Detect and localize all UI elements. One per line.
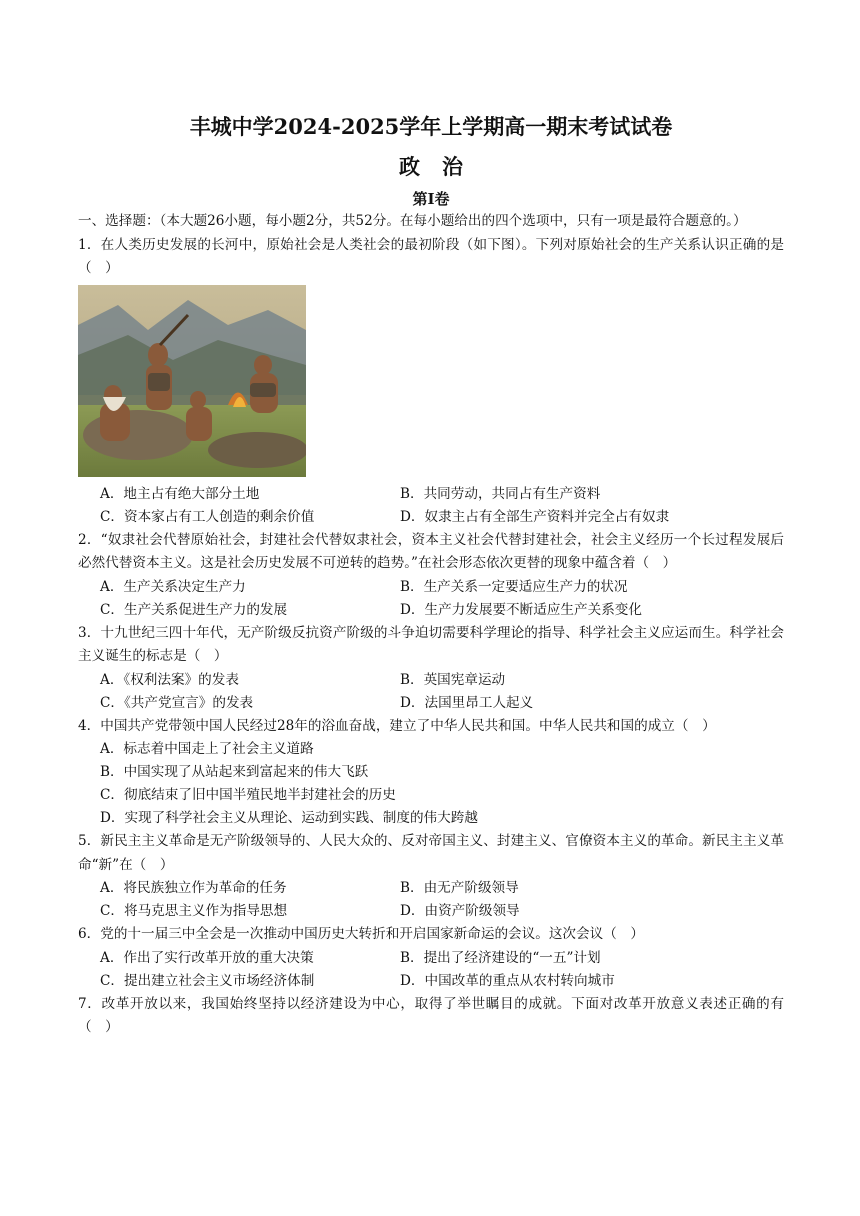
option-c[interactable]: C．《共产党宣言》的发表 bbox=[100, 694, 254, 711]
options-q6 bbox=[78, 947, 784, 993]
question-5 bbox=[78, 830, 784, 923]
primitive-society-illustration bbox=[78, 285, 306, 477]
option-c[interactable]: C．将马克思主义作为指导思想 bbox=[100, 903, 288, 919]
option-d[interactable]: D．奴隶主占有全部生产资料并完全占有奴隶 bbox=[400, 508, 670, 525]
option-a[interactable]: A．将民族独立作为革命的任务 bbox=[100, 880, 287, 896]
section-intro: 一、选择题：（本大题26小题，每小题2分，共52分。在每小题给出的四个选项中，只有一项是最符合题意的。） bbox=[78, 213, 747, 229]
subject-heading: 政治 bbox=[399, 154, 485, 179]
option-a[interactable]: A．生产关系决定生产力 bbox=[100, 578, 246, 595]
option-c[interactable]: C．生产关系促进生产力的发展 bbox=[100, 601, 288, 618]
option-c[interactable]: C．彻底结束了旧中国半殖民地半封建社会的历史 bbox=[100, 787, 396, 803]
option-d[interactable]: D．中国改革的重点从农村转向城市 bbox=[400, 972, 615, 989]
question-3 bbox=[78, 622, 784, 715]
option-b[interactable]: B．由无产阶级领导 bbox=[400, 880, 519, 896]
question-stem: 3．十九世纪三四十年代，无产阶级反抗资产阶级的斗争迫切需要科学理论的指导、科学社会主义应运而生。科学社会主义诞生的标志是（ ） bbox=[78, 624, 784, 664]
exam-page bbox=[78, 112, 784, 1040]
option-d[interactable]: D．法国里昂工人起义 bbox=[400, 694, 534, 711]
option-b[interactable]: B．生产关系一定要适应生产力的状况 bbox=[400, 578, 628, 595]
options-q2 bbox=[78, 576, 784, 622]
options-q4 bbox=[78, 738, 784, 830]
option-b[interactable]: B．英国宪章运动 bbox=[400, 671, 506, 688]
question-7 bbox=[78, 993, 784, 1040]
option-a[interactable]: A．《权利法案》的发表 bbox=[100, 671, 239, 688]
question-stem: 1．在人类历史发展的长河中，原始社会是人类社会的最初阶段（如下图）。下列对原始社会的生产关系认识正确的是（ ） bbox=[78, 236, 784, 276]
question-2 bbox=[78, 529, 784, 622]
option-b[interactable]: B．共同劳动，共同占有生产资料 bbox=[400, 485, 601, 502]
question-4 bbox=[78, 715, 784, 831]
question-stem: 2．“奴隶社会代替原始社会，封建社会代替奴隶社会，资本主义社会代替封建社会，社会主义经历一个长过程发展后必然代替资本主义。这是社会历史发展不可逆转的趋势。”在社会形态依次更替的现象中蕴含着（ ） bbox=[78, 531, 784, 571]
options-q3 bbox=[78, 669, 784, 715]
options-q5 bbox=[78, 877, 784, 923]
question-1 bbox=[78, 234, 784, 529]
option-a[interactable]: A．作出了实行改革开放的重大决策 bbox=[100, 949, 314, 966]
question-stem: 7．改革开放以来，我国始终坚持以经济建设为中心，取得了举世瞩目的成就。下面对改革开放意义表述正确的有（ ） bbox=[78, 995, 784, 1035]
question-stem: 6．党的十一届三中全会是一次推动中国历史大转折和开启国家新命运的会议。这次会议（ ） bbox=[78, 926, 644, 942]
option-b[interactable]: B．提出了经济建设的“一五”计划 bbox=[400, 949, 601, 966]
option-d[interactable]: D．实现了科学社会主义从理论、运动到实践、制度的伟大跨越 bbox=[100, 810, 478, 826]
options-q1 bbox=[78, 483, 784, 529]
option-b[interactable]: B．中国实现了从站起来到富起来的伟大飞跃 bbox=[100, 764, 369, 780]
option-d[interactable]: D．生产力发展要不断适应生产关系变化 bbox=[400, 601, 642, 618]
option-d[interactable]: D．由资产阶级领导 bbox=[400, 903, 520, 919]
option-a[interactable]: A．标志着中国走上了社会主义道路 bbox=[100, 741, 314, 757]
question-stem: 5．新民主主义革命是无产阶级领导的、人民大众的、反对帝国主义、封建主义、官僚资本主义的革命。新民主主义革命“新”在（ ） bbox=[78, 833, 784, 873]
volume-heading: 第Ⅰ卷 bbox=[412, 190, 450, 208]
option-a[interactable]: A．地主占有绝大部分土地 bbox=[100, 485, 260, 502]
exam-title: 丰城中学2024-2025学年上学期高一期末考试试卷 bbox=[189, 114, 673, 139]
question-6 bbox=[78, 923, 784, 993]
question-stem: 4．中国共产党带领中国人民经过28年的浴血奋战，建立了中华人民共和国。中华人民共和国的成立（ ） bbox=[78, 717, 716, 734]
option-c[interactable]: C．提出建立社会主义市场经济体制 bbox=[100, 972, 315, 989]
option-c[interactable]: C．资本家占有工人创造的剩余价值 bbox=[100, 508, 315, 525]
